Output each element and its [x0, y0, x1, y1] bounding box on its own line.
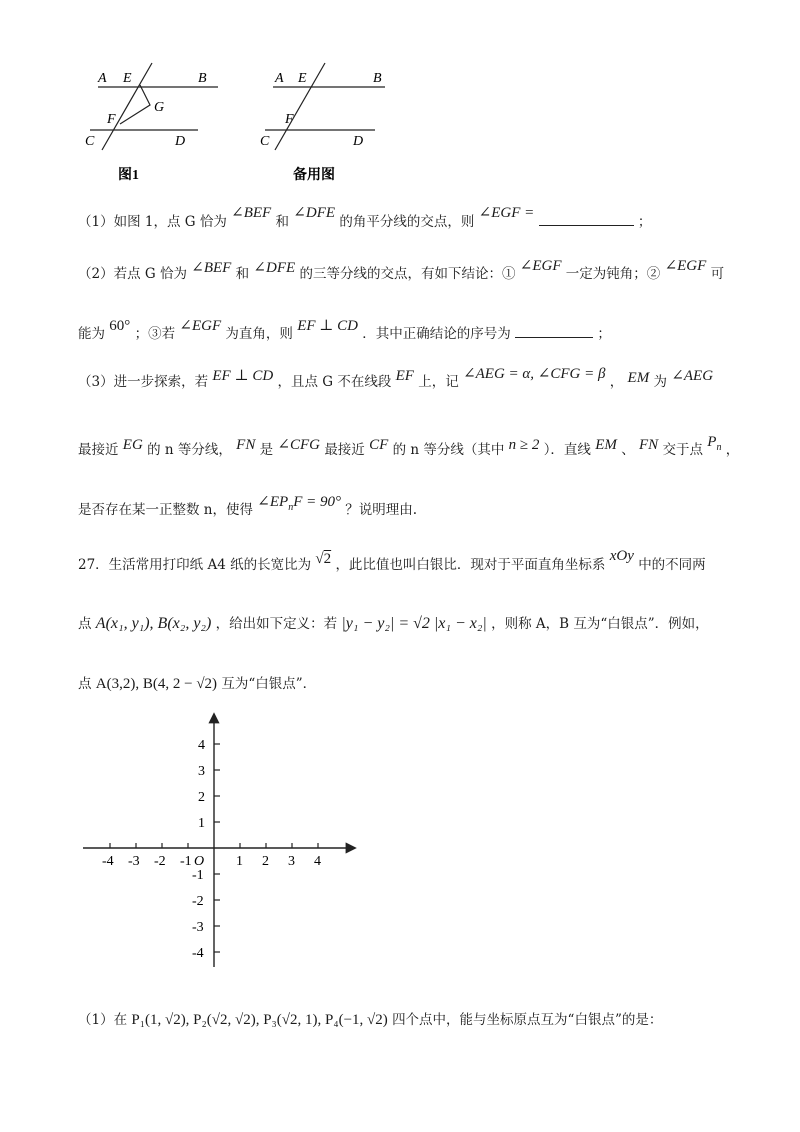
q27-line1: [78, 548, 706, 574]
math-angle-dfe: ∠DFE: [253, 260, 296, 276]
text: （1）如图 1，点 G 恰为: [78, 214, 227, 230]
text: 是: [259, 442, 274, 458]
p-letter: P: [707, 434, 717, 450]
subscript-n: n: [716, 442, 722, 453]
text: 最接近: [324, 442, 365, 458]
math-60deg: 60°: [109, 318, 131, 334]
x-tick-label: 1: [236, 854, 243, 869]
text: 点: [78, 616, 92, 632]
math-part: ∠EP: [257, 494, 289, 510]
label-a: A: [275, 71, 284, 86]
text: 为: [653, 374, 668, 390]
math-angle-egf: ∠EGF: [664, 258, 707, 274]
text: 为直角，则: [225, 326, 293, 342]
text: 的 n 等分线（其中: [392, 442, 505, 458]
math-ef-perp-cd: EF ⊥ CD: [212, 368, 274, 384]
x-tick-label: -2: [154, 854, 166, 869]
text: ？说明理由.: [345, 502, 418, 518]
math-angle-egf: ∠EGF: [519, 258, 562, 274]
math-ef-perp-cd: EF ⊥ CD: [297, 318, 358, 334]
label-a: A: [98, 71, 107, 86]
text: ；: [597, 326, 611, 342]
text: （3）进一步探索，若: [78, 374, 209, 390]
math-definition: |y₁ − y₂| = √2 |x₁ − x₂|: [341, 615, 487, 632]
math-pn: [707, 434, 722, 453]
text: 能为: [78, 326, 105, 342]
label-g: G: [154, 100, 165, 115]
text: 交于点: [662, 442, 703, 458]
angle-bisectors-eg-fg: [120, 85, 150, 124]
math-sqrt2: √2: [315, 551, 332, 567]
origin-label: O: [194, 854, 205, 869]
y-tick-label: 3: [198, 764, 205, 779]
math-points-ab: A(x₁, y₁), B(x₂, y₂): [95, 615, 212, 632]
math-alpha-beta: ∠AEG = α, ∠CFG = β: [463, 366, 606, 382]
text: 四个点中，能与坐标原点互为“白银点”的是：: [392, 1012, 663, 1028]
text: ，: [725, 442, 740, 458]
subscript-n: n: [288, 502, 294, 513]
q27-line2: [78, 612, 709, 633]
text: 上，记: [418, 374, 459, 390]
text: 27．生活常用打印纸 A4 纸的长宽比为: [78, 557, 312, 573]
q26-part3-line2: [78, 434, 740, 461]
radicand: 2: [323, 551, 332, 567]
text: ；③若: [134, 326, 176, 342]
figure-1-caption: 图1: [118, 168, 139, 183]
math-fn: FN: [236, 437, 256, 453]
label-b: B: [373, 71, 382, 86]
math-cf: CF: [369, 437, 389, 453]
text: 和: [275, 214, 289, 230]
text: 、: [621, 442, 635, 458]
math-example: A(3,2), B(4, 2 − √2): [95, 676, 218, 692]
math-angle-cfg: ∠CFG: [277, 437, 321, 453]
text: ，给出如下定义：若: [215, 616, 338, 632]
q26-part2-line2: [78, 318, 611, 343]
y-tick-label: 2: [198, 790, 205, 805]
axis-tick-labels: [102, 738, 321, 961]
label-d: D: [353, 134, 364, 149]
text: 最接近: [78, 442, 119, 458]
text: 中的不同两: [638, 557, 706, 573]
label-d: D: [175, 134, 186, 149]
math-em: EM: [627, 370, 650, 386]
q26-part3-line1: [78, 366, 714, 391]
q26-part2-line1: [78, 258, 725, 283]
math-angle-epnf-90: [257, 494, 341, 513]
y-tick-label: 4: [198, 738, 205, 753]
label-e: E: [298, 71, 307, 86]
math-part: F = 90°: [293, 494, 341, 510]
q27-part1: [78, 1008, 662, 1029]
math-angle-bef: ∠BEF: [231, 205, 272, 221]
math-xoy: xOy: [609, 548, 634, 564]
text: ，此比值也叫白银比．现对于平面直角坐标系: [335, 557, 606, 573]
figure-backup: [255, 55, 405, 190]
text: 互为“白银点”．: [221, 676, 317, 692]
math-angle-egf: ∠EGF: [179, 318, 222, 334]
x-tick-label: -3: [128, 854, 140, 869]
text: ）．直线: [543, 442, 591, 458]
q27-line3: [78, 672, 316, 693]
label-f: F: [107, 112, 116, 127]
label-f: F: [285, 112, 294, 127]
coordinate-axes: [78, 705, 368, 975]
text: 一定为钝角；②: [565, 266, 661, 282]
x-tick-label: 3: [288, 854, 295, 869]
text: 的 n 等分线，: [147, 442, 232, 458]
label-e: E: [123, 71, 132, 86]
math-ef: EF: [395, 368, 414, 384]
x-tick-label: -1: [180, 854, 192, 869]
math-n-ge-2: n ≥ 2: [508, 437, 540, 453]
text: 和: [235, 266, 250, 282]
text: 可: [710, 266, 725, 282]
text: ，: [609, 374, 624, 390]
math-angle-dfe: ∠DFE: [293, 205, 336, 221]
math-em: EM: [595, 437, 617, 453]
y-tick-label: -4: [192, 946, 204, 961]
figure-1: [80, 55, 230, 190]
x-tick-label: -4: [102, 854, 114, 869]
math-fn: FN: [639, 437, 659, 453]
math-eg: EG: [122, 437, 143, 453]
math-angle-aeg: ∠AEG: [671, 368, 714, 384]
y-tick-label: -3: [192, 920, 204, 935]
label-b: B: [198, 71, 207, 86]
answer-blank[interactable]: [539, 212, 634, 226]
q26-part1: [78, 205, 652, 231]
text: （1）在: [78, 1012, 128, 1028]
y-tick-label: -2: [192, 894, 204, 909]
text: 的三等分线的交点，有如下结论：①: [299, 266, 516, 282]
math-angle-egf: ∠EGF =: [478, 205, 535, 221]
q26-part3-line3: [78, 494, 418, 521]
y-tick-label: -1: [192, 868, 204, 883]
text: 是否存在某一正整数 n，使得: [78, 502, 253, 518]
text: 的角平分线的交点，则: [339, 214, 475, 230]
answer-blank[interactable]: [515, 324, 593, 338]
math-angle-bef: ∠BEF: [191, 260, 232, 276]
text: 点: [78, 676, 92, 692]
y-tick-label: 1: [198, 816, 205, 831]
label-c: C: [85, 134, 95, 149]
x-tick-label: 4: [314, 854, 321, 869]
text: ，则称 A，B 互为“白银点”．例如，: [491, 616, 709, 632]
label-c: C: [260, 134, 270, 149]
text: ．其中正确结论的序号为: [362, 326, 511, 342]
text: ；: [637, 214, 652, 230]
x-tick-label: 2: [262, 854, 269, 869]
math-points-p1-p4: P₁(1, √2), P₂(√2, √2), P₃(√2, 1), P₄(−1, √2): [131, 1012, 388, 1028]
text: ，且点 G 不在线段: [277, 374, 392, 390]
text: （2）若点 G 恰为: [78, 266, 187, 282]
figure-backup-caption: 备用图: [293, 168, 335, 183]
